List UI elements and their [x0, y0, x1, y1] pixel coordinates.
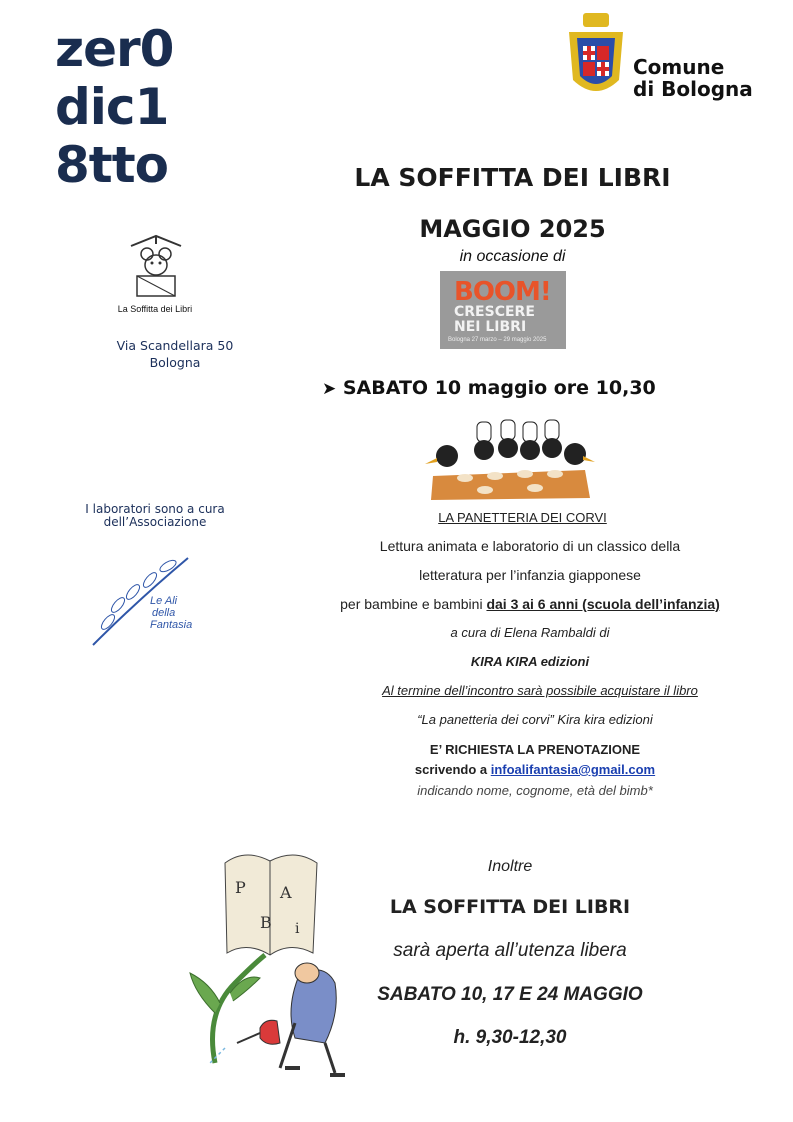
- address-street: Via Scandellara 50: [116, 338, 234, 353]
- labs-note: [55, 503, 255, 529]
- crows-bakery-illustration: [425, 408, 595, 503]
- soffitta-logo-label: La Soffitta dei Libri: [117, 304, 193, 314]
- comune-line-1: Comune: [633, 55, 725, 79]
- booking-info-note: indicando nome, cognome, età del bimb*: [417, 783, 653, 798]
- svg-text:B: B: [260, 913, 272, 932]
- audience-ages: dai 3 ai 6 anni (scuola dell’infanzia): [486, 596, 720, 612]
- event-date: [322, 377, 656, 399]
- boom-dates: Bologna 27 marzo – 29 maggio 2025: [448, 337, 547, 343]
- ali-line-2: della: [152, 607, 176, 619]
- event-purchase-note: Al termine dell’incontro sarà possibile acquistare il libro: [382, 683, 698, 698]
- soffitta-mouse-icon: [125, 232, 187, 302]
- ali-fantasia-label: [150, 595, 192, 631]
- book-title: LA PANETTERIA DEI CORVI: [438, 510, 607, 525]
- svg-text:A: A: [280, 883, 292, 902]
- event-book-reference: “La panetteria dei corvi” Kira kira edizioni: [417, 712, 653, 727]
- event-date-text: SABATO 10 maggio ore 10,30: [342, 377, 656, 399]
- logo-line-1: zer0: [55, 20, 174, 78]
- occasion-text: in occasione di: [459, 248, 566, 265]
- labs-note-line-2: dell’Associazione: [103, 515, 207, 529]
- audience-prefix: per bambine e bambini: [340, 596, 487, 612]
- ali-line-3: Fantasia: [150, 619, 193, 631]
- email-link[interactable]: infoalifantasia@gmail.com: [490, 762, 656, 777]
- boom-title: BOOM!: [454, 277, 551, 307]
- event-publisher: KIRA KIRA edizioni: [470, 654, 590, 669]
- svg-text:i: i: [295, 921, 300, 937]
- event-description-1: Lettura animata e laboratorio di un classico della: [379, 538, 681, 554]
- ali-line-1: Le Ali: [150, 595, 178, 607]
- address: [85, 337, 265, 371]
- zerodiciotto-logo: [55, 20, 215, 210]
- extra-title: LA SOFFITTA DEI LIBRI: [389, 896, 631, 918]
- page-title: LA SOFFITTA DEI LIBRI: [354, 163, 671, 192]
- boom-subtitle-2: NEI LIBRI: [454, 319, 527, 335]
- arrow-bullet-icon: ➤: [322, 379, 337, 399]
- logo-line-2: dic1: [55, 78, 169, 136]
- write-to-label: scrivendo a: [414, 762, 491, 777]
- event-curator: a cura di Elena Rambaldi di: [450, 625, 610, 640]
- month-title: MAGGIO 2025: [419, 215, 606, 243]
- boom-subtitle-1: CRESCERE: [454, 304, 535, 320]
- boom-subtitle: [454, 305, 535, 335]
- event-audience: [300, 596, 760, 612]
- address-city: Bologna: [149, 355, 201, 370]
- extra-hours: h. 9,30-12,30: [453, 1027, 567, 1048]
- event-description-2: letteratura per l’infanzia giapponese: [419, 567, 641, 583]
- comune-di-bologna-label: [633, 56, 753, 100]
- bologna-crest-icon: [565, 10, 627, 105]
- inoltre-text: Inoltre: [487, 858, 533, 875]
- extra-dates: SABATO 10, 17 E 24 MAGGIO: [377, 984, 643, 1005]
- comune-line-2: di Bologna: [633, 77, 753, 101]
- extra-open-text: sarà aperta all’utenza libera: [393, 940, 627, 961]
- booking-contact: [305, 762, 765, 777]
- logo-line-3: 8tto: [55, 136, 168, 194]
- boom-logo: [440, 271, 566, 349]
- svg-text:P: P: [235, 878, 246, 897]
- labs-note-line-1: I laboratori sono a cura: [85, 502, 225, 516]
- booking-required: E’ RICHIESTA LA PRENOTAZIONE: [429, 742, 641, 757]
